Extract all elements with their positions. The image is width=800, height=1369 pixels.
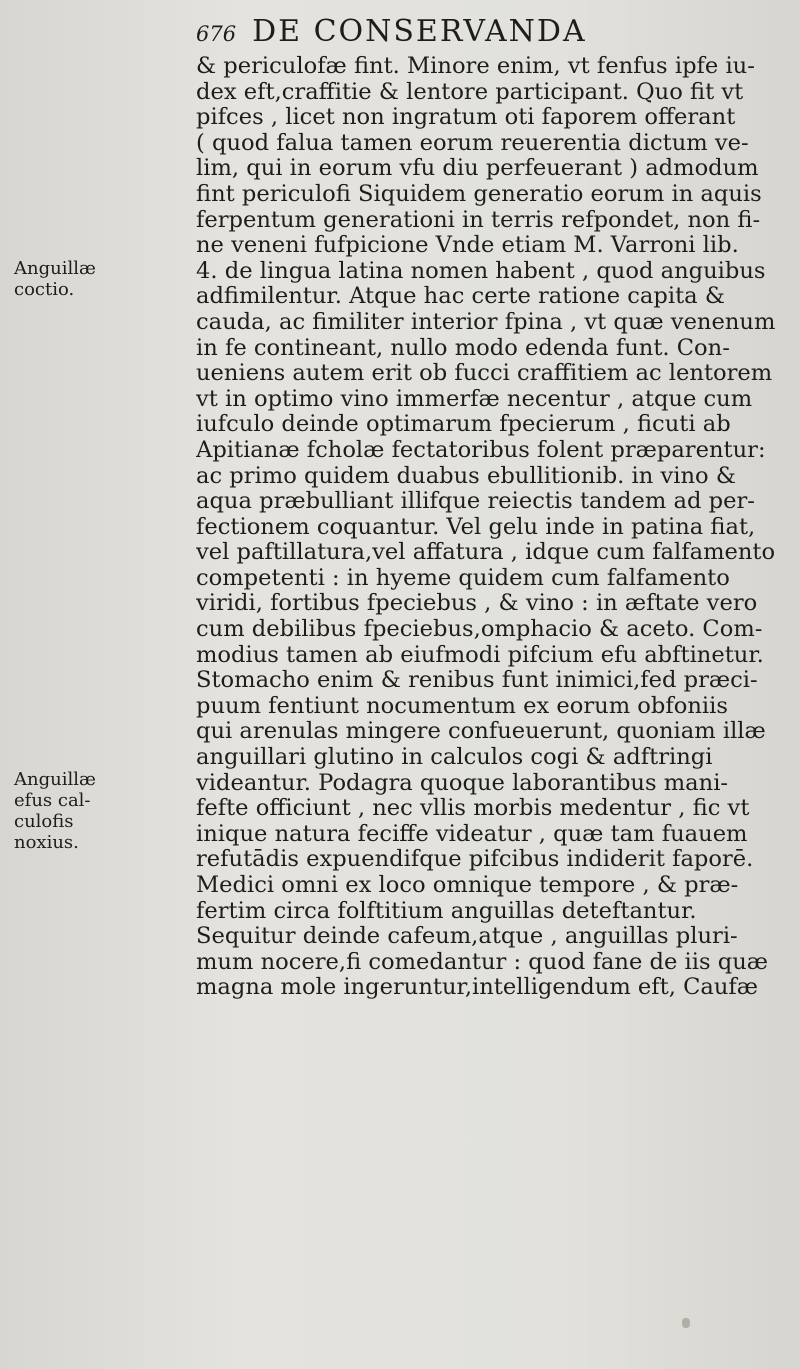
text-line: ( quod falua tamen eorum reuerentia dictum ve- xyxy=(196,130,749,156)
running-title: DE CONSERVANDA xyxy=(252,14,587,49)
margin-note-line: noxius. xyxy=(14,832,79,853)
text-line: mum nocere,fi comedantur : quod fane de iis quæ xyxy=(196,949,769,975)
text-line: puum fentiunt nocumentum ex eorum obfoniis xyxy=(196,693,728,719)
margin-note-line: Anguillæ xyxy=(14,258,96,279)
text-line: ueniens autem erit ob fucci craffitiem ac lentorem xyxy=(196,361,773,387)
margin-note-line: culofis xyxy=(14,811,74,832)
page-number: 676 xyxy=(196,22,237,46)
text-line: Apitianæ fcholæ fectatoribus folent præparentur: xyxy=(196,437,766,463)
margin-note-anguillae-esus xyxy=(14,769,98,853)
text-line: qui arenulas mingere confueuerunt, quoniam illæ xyxy=(196,719,766,745)
text-line: in fe contineant, nullo modo edenda funt. Con- xyxy=(196,335,730,361)
ink-blot xyxy=(682,1318,690,1328)
text-line: fectionem coquantur. Vel gelu inde in patina fiat, xyxy=(196,514,756,540)
text-line: cauda, ac fimiliter interior fpina , vt quæ venenum xyxy=(196,309,776,335)
text-line: fertim circa folftitium anguillas deteftantur. xyxy=(196,898,697,924)
text-line: iufculo deinde optimarum fpecierum , ficuti ab xyxy=(196,412,731,438)
text-line: inique natura feciffe videatur , quæ tam fuauem xyxy=(196,821,748,847)
text-line: Stomacho enim & renibus funt inimici,fed præci- xyxy=(196,668,758,694)
text-line: ac primo quidem duabus ebullitionib. in vino & xyxy=(196,463,736,489)
text-line: fefte officiunt , nec vllis morbis medentur , fic vt xyxy=(196,796,750,822)
text-line: videantur. Podagra quoque laborantibus mani- xyxy=(196,770,729,796)
text-line: ne veneni fufpicione Vnde etiam M. Varroni lib. xyxy=(196,233,739,259)
text-line: vt in optimo vino immerfæ necentur , atque cum xyxy=(196,386,753,412)
text-line: pifces , licet non ingratum oti faporem offerant xyxy=(196,105,736,131)
text-line: 4. de lingua latina nomen habent , quod anguibus xyxy=(196,258,766,284)
text-line: vel paftillatura,vel affatura , idque cum falfamento xyxy=(196,540,776,566)
text-line: competenti : in hyeme quidem cum falfamento xyxy=(196,565,730,591)
text-line: anguillari glutino in calculos cogi & adftringi xyxy=(196,745,713,771)
running-header xyxy=(196,14,587,52)
text-line: cum debilibus fpeciebus,omphacio & aceto. Com- xyxy=(196,617,763,643)
text-line: Sequitur deinde cafeum,atque , anguillas pluri- xyxy=(196,924,738,950)
margin-note-line: coctio. xyxy=(14,279,75,300)
text-line: Medici omni ex loco omnique tempore , & præ- xyxy=(196,873,739,898)
text-line: magna mole ingeruntur,intelligendum eft, Caufæ xyxy=(196,975,759,1001)
text-line: ferpentum generationi in terris refpondet, non fi- xyxy=(196,207,761,233)
text-line: & periculofæ fint. Minore enim, vt fenfus ipfe iu- xyxy=(196,54,755,79)
text-line: adfimilentur. Atque hac certe ratione capita & xyxy=(196,284,725,310)
text-line: dex eft,craffitie & lentore participant. Quo fit vt xyxy=(196,79,744,105)
margin-note-line: efus cal- xyxy=(14,790,91,811)
text-line: lim, qui in eorum vfu diu perfeuerant ) admodum xyxy=(196,156,759,182)
text-line: viridi, fortibus fpeciebus , & vino : in æftate vero xyxy=(196,591,758,617)
text-line: fint periculofi Siquidem generatio eorum in aquis xyxy=(196,181,762,207)
text-line: aqua præbulliant illifque reiectis tandem ad per- xyxy=(196,489,755,515)
margin-note-anguillae-coctio xyxy=(14,258,98,300)
margin-note-line: Anguillæ xyxy=(14,769,96,790)
text-line: modius tamen ab eiufmodi pifcium efu abftinetur. xyxy=(196,642,764,668)
text-line: refutādis expuendifque pifcibus indiderit faporē. xyxy=(196,847,754,873)
main-text-column xyxy=(196,54,796,1001)
